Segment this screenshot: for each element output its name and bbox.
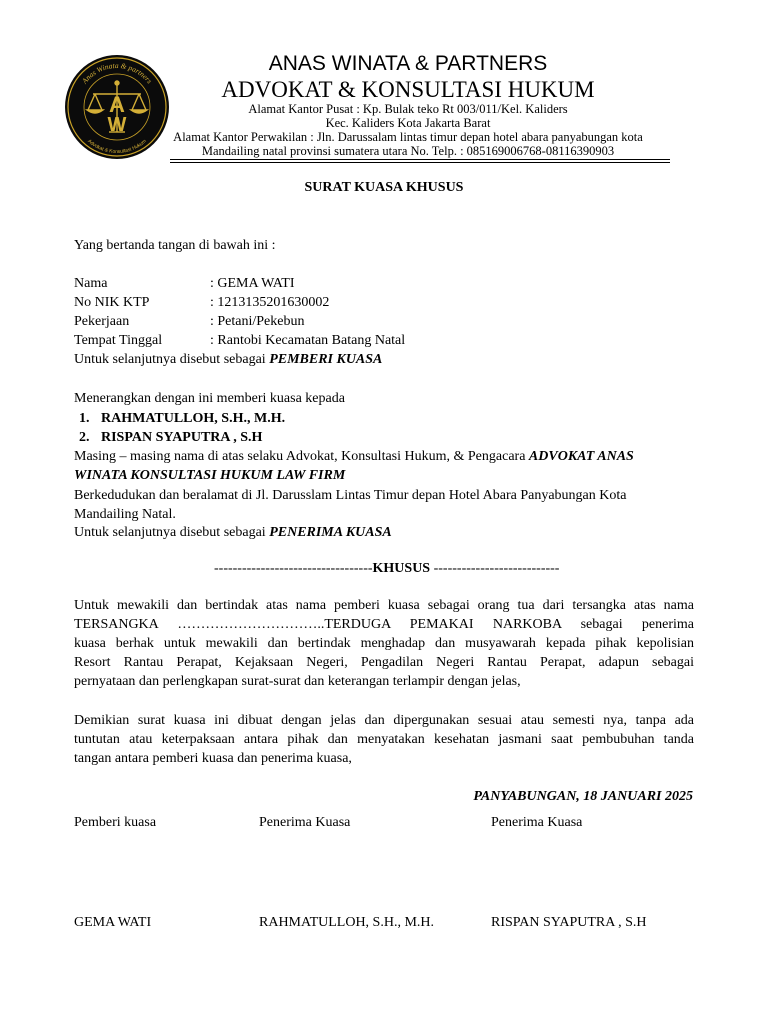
firm-name-inline-2: WINATA KONSULTASI HUKUM LAW FIRM [74,468,346,483]
field-label-tempat-tinggal: Tempat Tinggal [74,333,163,348]
logo-ring-bottom-text: Advokat & Konsultasi Hukum [86,138,148,156]
lawyer-1-name: RAHMATULLOH, S.H., M.H. [101,411,286,426]
field-label-pekerjaan: Pekerjaan [74,314,130,329]
lawyer-2-name: RISPAN SYAPUTRA , S.H [101,430,263,445]
body-paragraph-1 [74,596,694,691]
signature-name-grantor: GEMA WATI [74,915,152,930]
capacity-prefix: Masing – masing nama di atas selaku Advokat, Konsultasi Hukum, & Pengacara [74,449,529,464]
grantor-role: PEMBERI KUASA [269,352,383,367]
field-label-nama: Nama [74,276,108,291]
field-value-pekerjaan: : Petani/Pekebun [210,314,305,329]
grantor-role-line [74,351,382,369]
khusus-label: KHUSUS [372,561,431,576]
domicile-line-2: Mandailing Natal. [74,507,176,522]
address-line-1: Alamat Kantor Pusat : Kp. Bulak teko Rt 003/011/Kel. Kaliders [248,102,568,116]
intro-text: Yang bertanda tangan di bawah ini : [74,238,276,253]
firm-name-line1: ANAS WINATA & PARTNERS [268,52,548,75]
lawyer-2-number: 2. [79,430,90,445]
capacity-line [74,448,634,466]
field-value-nik: : 1213135201630002 [210,295,330,310]
body-paragraph-2-line: Demikian surat kuasa ini dibuat dengan jelas dan dipergunakan sesuai atau semesti nya, tanpa ada [74,713,694,728]
logo-ring-top-text: Anas Winata & partners [80,60,155,86]
place-date: PANYABUNGAN, 18 JANUARI 2025 [473,789,693,804]
body-paragraph-1-line: Untuk mewakili dan bertindak atas nama pemberi kuasa sebagai orang tua dari tersangka atas nama [74,598,694,613]
signature-name-grantee-1: RAHMATULLOH, S.H., M.H. [259,915,435,930]
law-firm-logo [64,54,170,160]
grantee-role: PENERIMA KUASA [269,525,392,540]
address-line-3: Alamat Kantor Perwakilan : Jln. Darussalam lintas timur depan hotel abara panyabungan kota [173,130,643,144]
logo-monogram-top: A [109,92,125,117]
body-paragraph-2-line: tangan antara pemberi kuasa dan penerima kuasa, [74,751,352,766]
khusus-left-dashes: ---------------------------------- [214,561,373,576]
domicile-line-1: Berkedudukan dan beralamat di Jl. Darusslam Lintas Timur depan Hotel Abara Panyabungan Kota [74,488,627,503]
body-paragraph-2-line: tuntutan atau keterpaksaan antara pihak dan menyatakan kesehatan jasmani saat pembubuhan tanda [74,732,694,747]
body-paragraph-1-line: kuasa berhak untuk mewakili dan bertindak menghadap dan musyawarah kepada pihak kepolisian [74,636,694,651]
grantor-role-prefix: Untuk selanjutnya disebut sebagai [74,352,270,367]
body-paragraph-1-line: TERSANGKA …………………………..TERDUGA PEMAKAI NARKOBA sebagai penerima [74,617,694,632]
document-title: SURAT KUASA KHUSUS [304,180,464,195]
signature-role-grantee-1: Penerima Kuasa [259,815,351,830]
logo-monogram-bottom: W [107,114,127,136]
field-value-nama: : GEMA WATI [210,276,295,291]
body-paragraph-1-line: pernyataan dan perlengkapan surat-surat dan keterangan terlampir dengan jelas, [74,674,521,689]
body-paragraph-2 [74,711,694,768]
lawyer-1-number: 1. [79,411,90,426]
signature-role-grantee-2: Penerima Kuasa [491,815,583,830]
grantee-intro: Menerangkan dengan ini memberi kuasa kepada [74,391,345,406]
letterhead-divider [170,159,670,160]
body-paragraph-1-line: Resort Rantau Perapat, Kejaksaan Negeri, Pengadilan Negeri Rantau Perapat, adapun sebagai [74,655,694,670]
field-value-tempat-tinggal: : Rantobi Kecamatan Batang Natal [210,333,406,348]
khusus-right-dashes: --------------------------- [430,561,560,576]
firm-name-line2: ADVOKAT & KONSULTASI HUKUM [221,77,595,102]
address-line-4: Mandailing natal provinsi sumatera utara No. Telp. : 085169006768-08116390903 [201,144,615,158]
signature-name-grantee-2: RISPAN SYAPUTRA , S.H [491,915,647,930]
signature-role-grantor: Pemberi kuasa [74,815,157,830]
field-label-nik: No NIK KTP [74,295,150,310]
letterhead-divider-second [170,162,670,163]
address-line-2: Kec. Kaliders Kota Jakarta Barat [325,116,491,130]
khusus-separator [214,560,559,578]
grantee-role-prefix: Untuk selanjutnya disebut sebagai [74,525,270,540]
grantee-role-line [74,524,392,542]
firm-name-inline-1: ADVOKAT ANAS [528,449,634,464]
